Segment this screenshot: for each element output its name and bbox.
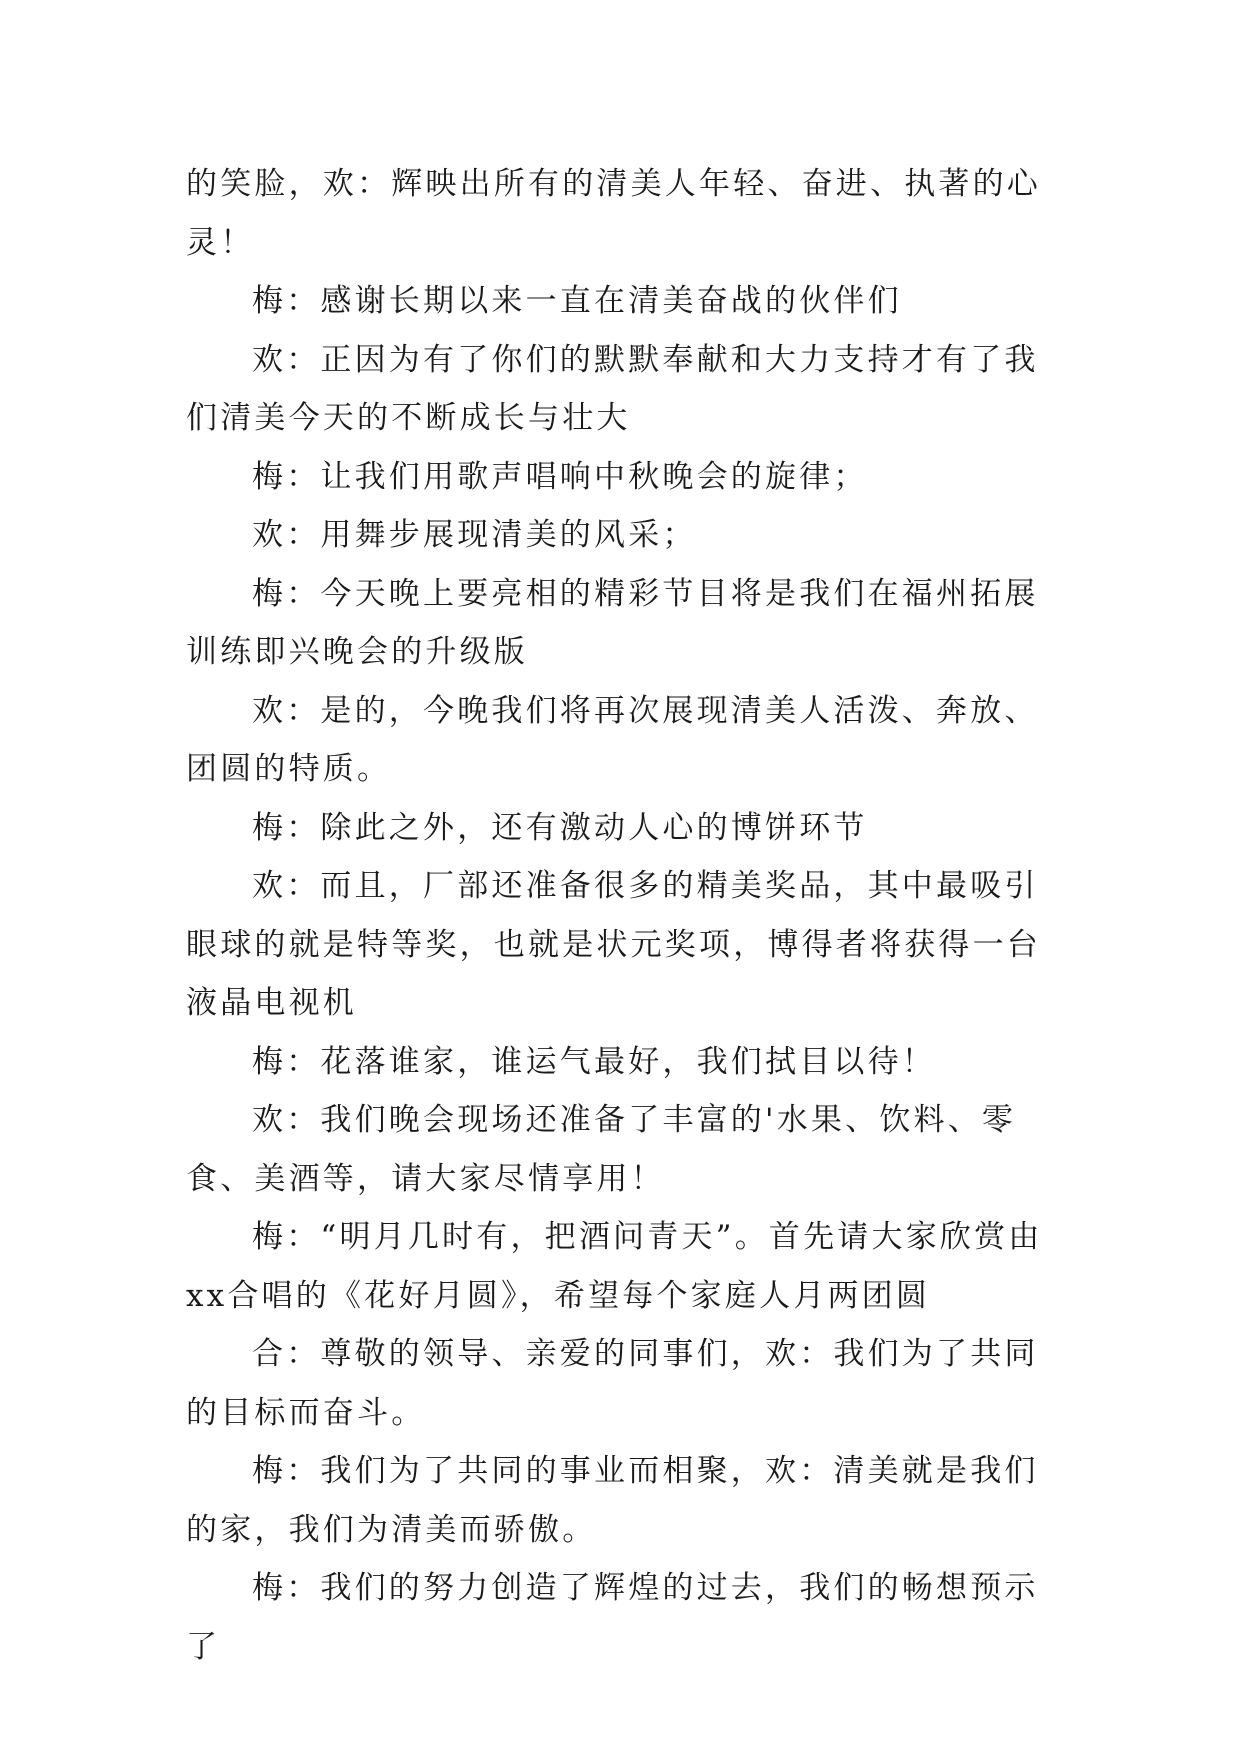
paragraph: 梅：让我们用歌声唱响中秋晚会的旋律； — [252, 458, 868, 495]
paragraph: 的笑脸，欢：辉映出所有的清美人年轻、奋进、执著的心灵！ — [186, 166, 1041, 261]
paragraph: 欢：我们晚会现场还准备了丰富的'水果、饮料、零食、美酒等，请大家尽情享用！ — [186, 1102, 1017, 1197]
paragraph: 欢：用舞步展现清美的风采； — [252, 517, 697, 553]
paragraph: 梅：今天晚上要亮相的精彩节目将是我们在福州拓展训练即兴晚会的升级版 — [186, 575, 1039, 670]
paragraph: 欢：是的，今晚我们将再次展现清美人活泼、奔放、团圆的特质。 — [186, 692, 1039, 787]
paragraph: 合：尊敬的领导、亲爱的同事们，欢：我们为了共同的目标而奋斗。 — [186, 1336, 1039, 1431]
paragraph: 梅：除此之外，还有激动人心的博饼环节 — [252, 809, 868, 846]
paragraph: 梅：感谢长期以来一直在清美奋战的伙伴们 — [252, 283, 902, 319]
paragraph: 梅：我们的努力创造了辉煌的过去，我们的畅想预示了 — [186, 1570, 1039, 1665]
document-body — [186, 155, 1056, 1676]
paragraph: 梅：“明月几时有，把酒问青天”。首先请大家欣赏由xx合唱的《花好月圆》，希望每个家庭人月两团圆 — [186, 1219, 1043, 1314]
paragraph: 梅：我们为了共同的事业而相聚，欢：清美就是我们的家，我们为清美而骄傲。 — [186, 1453, 1039, 1548]
paragraph: 梅：花落谁家，谁运气最好，我们拭目以待！ — [252, 1043, 936, 1080]
paragraph: 欢：而且，厂部还准备很多的精美奖品，其中最吸引眼球的就是特等奖，也就是状元奖项，博得者将获得一台液晶电视机 — [186, 868, 1041, 1021]
paragraph: 欢：正因为有了你们的默默奉献和大力支持才有了我们清美今天的不断成长与壮大 — [186, 341, 1039, 436]
